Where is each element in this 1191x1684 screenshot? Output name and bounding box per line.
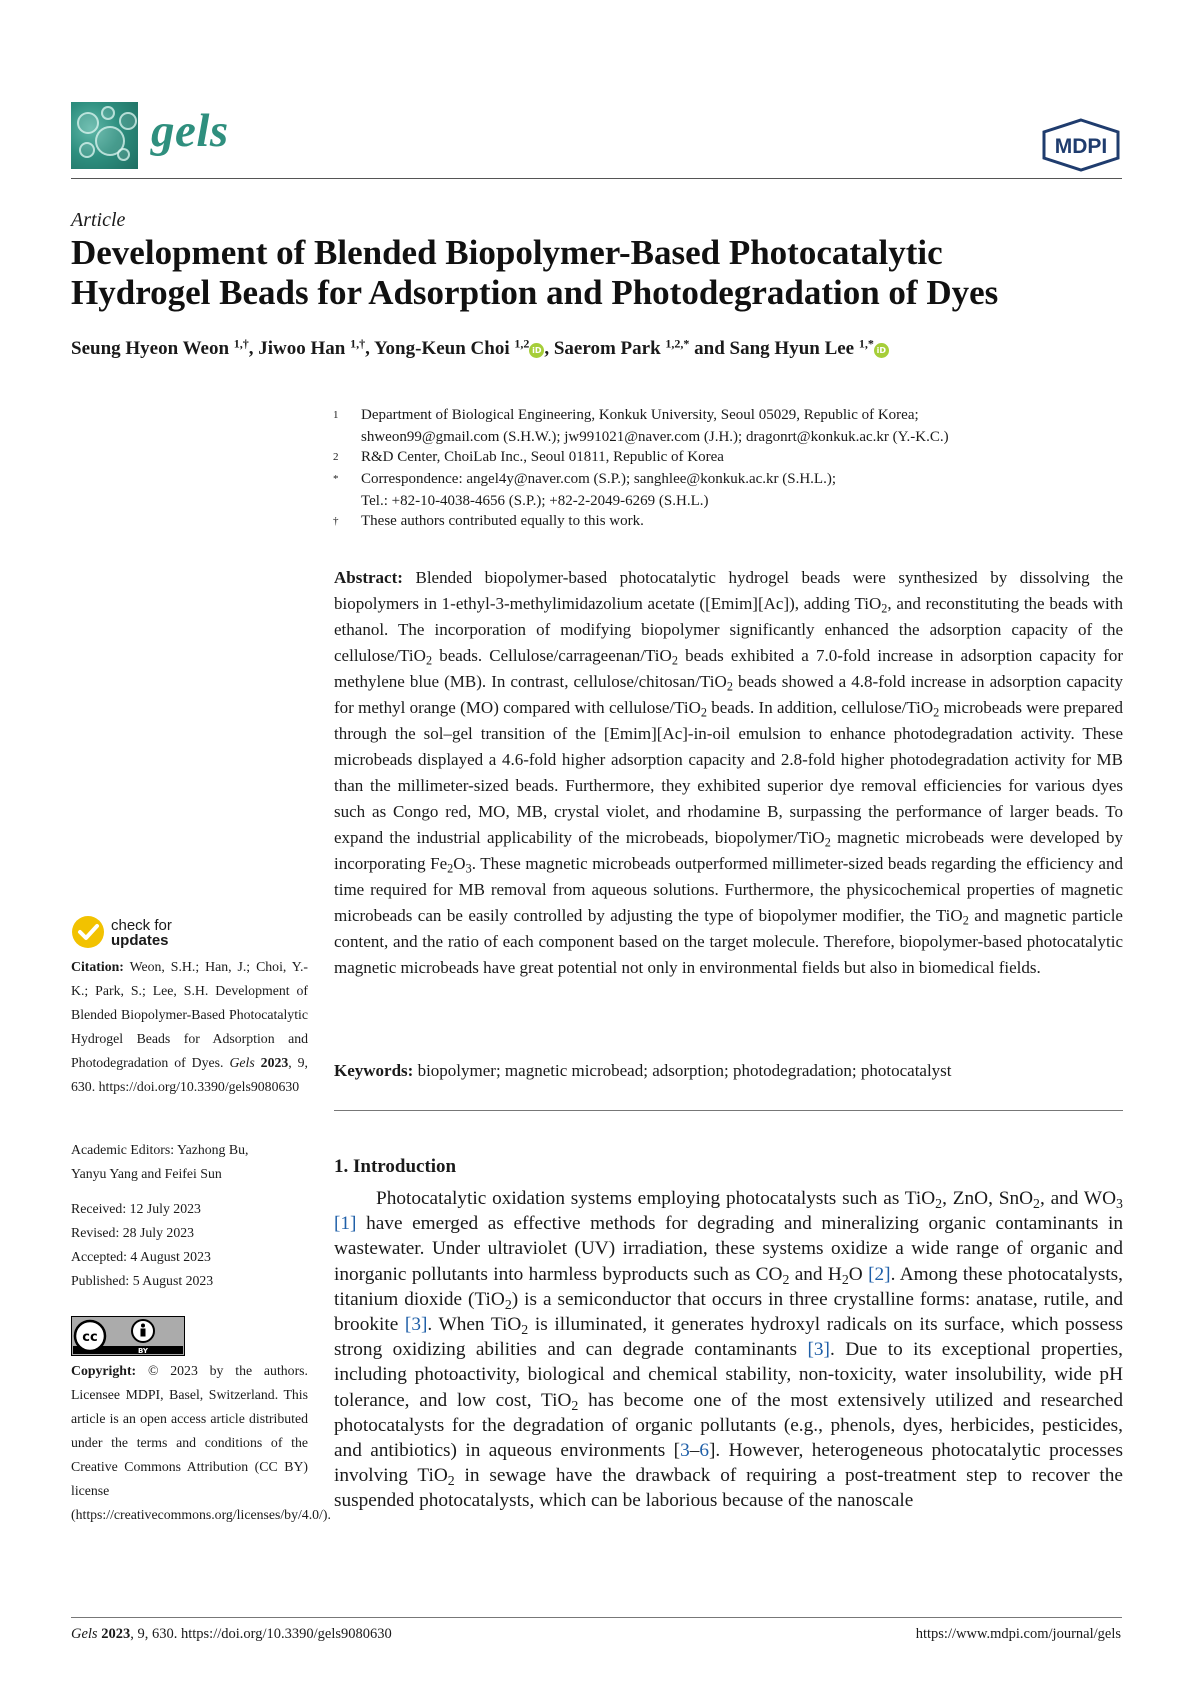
date-line: Accepted: 4 August 2023 [71,1249,211,1264]
affiliation-line: R&D Center, ChoiLab Inc., Seoul 01811, Republic of Korea [361,449,724,465]
abstract-label: Abstract: [334,568,403,587]
header-divider [71,178,1122,179]
affiliation-text [361,447,724,469]
author-affiliation-marks: 1,† [350,336,366,351]
subscript: 2 [700,705,708,720]
subscript: 2 [571,1398,579,1414]
keywords-label: Keywords: [334,1061,414,1080]
subscript: 2 [841,1272,849,1288]
editors-line-2: Yanyu Yang and Feifei Sun [71,1166,222,1181]
citation-text: Weon, S.H.; Han, J.; Choi, Y.-K.; Park, S.; Lee, S.H. Development of Blended Biopolymer-Based Photocatalytic Hydrogel Beads for Adsorption and Photodegradation of Dyes. [71,959,308,1070]
affiliation-mark: † [333,515,339,527]
subscript: 2 [1033,1196,1040,1212]
svg-text:BY: BY [137,1347,149,1355]
reference-link[interactable]: 6 [699,1440,710,1462]
editors-line-1: Academic Editors: Yazhong Bu, [71,1142,249,1157]
journal-name[interactable]: gels [151,105,229,157]
introduction-paragraph: Photocatalytic oxidation systems employing photocatalysts such as TiO$_2$, ZnO, SnO$_2$, and $WO_3$ [1] have emerged as effective methods for degrading and mineralizing organic contaminants in wastewater. Under ultraviolet (UV) irradiation, these systems oxidize a wide range of organic and inorganic pollutants into harmless byproducts such as $CO_2$ and $H_2O$ [2]. Among these photocatalysts, titanium dioxide (TiO$_2$) is a semiconductor that occurs in three crystalline forms: anatase, rutile, and brookite [3]. When TiO$_2$ is illuminated, it generates hydroxyl radicals on its surface, which possess strong oxidizing abilities and can degrade contaminants [3]. Due to its exceptional properties, including photoactivity, biological and chemical stability, non-toxicity, water insolubility, wide pH tolerance, and low cost, TiO$_2$ has become one of the most extensively utilized and researched photocatalysts for the degradation of organic pollutants (e.g., phenols, dyes, herbicides, pesticides, and antibiotics) in aqueous environments [3–6]. However, heterogeneous photocatalytic processes involving TiO$_2$ in sewage have the drawback of requiring a post-treatment step to recover the suspended photocatalysts, which can be laborious because of the nanoscale [334,1188,1124,1512]
copyright-notice [71,1359,331,1527]
author-name[interactable]: Yong-Keun Choi [373,338,515,359]
affiliation-text [361,405,949,448]
academic-editors [71,1138,248,1186]
subscript: 3 [1116,1196,1123,1212]
subscript: 2 [447,861,454,876]
affiliation-mark: * [333,473,339,485]
author-name[interactable]: Sang Hyun Lee [729,338,859,359]
affiliation-line: Correspondence: angel4y@naver.com (S.P.); sanghlee@konkuk.ac.kr (S.H.L.); [361,471,837,487]
title-line-1: Development of Blended Biopolymer-Based Photocatalytic [71,233,943,272]
citation [71,955,308,1099]
affiliation-line: These authors contributed equally to this work. [361,513,644,529]
check-for-updates-label[interactable] [111,918,172,948]
affiliation-text [361,469,836,512]
subscript: 3 [465,861,472,876]
subscript: 2 [933,705,940,720]
reference-link[interactable]: [3] [404,1314,428,1336]
orcid-icon[interactable]: iD [529,343,544,358]
affiliation-mark: 2 [333,451,339,463]
article-type: Article [71,209,126,231]
citation-journal: Gels [229,1055,255,1070]
check-for-updates-icon[interactable] [71,915,105,949]
reference-link[interactable]: [1] [334,1213,357,1235]
affiliation-line: Department of Biological Engineering, Konkuk University, Seoul 05029, Republic of Korea; [361,407,919,423]
affiliation-text [361,511,644,533]
affiliation-line: Tel.: +82-10-4038-4656 (S.P.); +82-2-2049-6269 (S.H.L.) [361,492,709,509]
author-affiliation-marks: 1,2,* [665,336,690,351]
subscript: 2 [504,1297,512,1313]
footer-divider [71,1617,1122,1618]
footer-citation [71,1626,392,1643]
date-line: Revised: 28 July 2023 [71,1225,195,1240]
footer-doi[interactable]: , 9, 630. https://doi.org/10.3390/gels9080630 [130,1626,392,1642]
citation-year: 2023 [254,1055,289,1070]
subscript: 2 [962,913,969,928]
subscript: 2 [671,653,678,668]
title-line-2: Hydrogel Beads for Adsorption and Photodegradation of Dyes [71,273,999,312]
author-affiliation-marks: 1,* [858,336,874,351]
affiliation-line: shweon99@gmail.com (S.H.W.); jw991021@naver.com (J.H.); dragonrt@konkuk.ac.kr (Y.-K.C.) [361,428,949,445]
journal-cover-icon [71,102,138,169]
svg-text:cc: cc [82,1330,98,1345]
abstract-text: Blended biopolymer-based photocatalytic hydrogel beads were synthesized by dissolving the biopolymers in 1-ethyl-3-methylimidazolium acetate ([Emim][Ac]), adding TiO$_2$, and reconstituting the beads with ethanol. The incorporation of modifying biopolymer significantly enhanced the adsorption capacity of the cellulose/TiO$_2$ beads. Cellulose/carrageenan/TiO$_2$ beads exhibited a 7.0-fold increase in adsorption capacity for methylene blue (MB). In contrast, cellulose/chitosan/TiO$_2$ beads showed a 4.8-fold increase in adsorption capacity for methyl orange (MO) compared with cellulose/TiO$_2$ beads. In addition, cellulose/TiO$_2$ microbeads were prepared through the sol–gel transition of the [Emim][Ac]-in-oil emulsion to enhance photodegradation activity. These microbeads displayed a 4.6-fold higher adsorption capacity and 2.8-fold higher photodegradation activity for MB than the millimeter-sized beads. Furthermore, they exhibited superior dye removal efficiencies for various dyes such as Congo red, MO, MB, crystal violet, and rhodamine B, surpassing the performance of larger beads. To expand the industrial applicability of the microbeads, biopolymer/TiO$_2$ magnetic microbeads were developed by incorporating $Fe_2O_3$. These magnetic microbeads outperformed millimeter-sized beads regarding the efficiency and time required for MB removal from aqueous solutions. Furthermore, the physicochemical properties of magnetic microbeads can be easily controlled by adjusting the type of biopolymer modifier, the TiO$_2$ and magnetic particle content, and the ratio of each component based on the target molecule. Therefore, biopolymer-based photocatalytic magnetic microbeads have great potential not only in environmental fields but also in biomedical fields. [334,568,1123,977]
updates-line-1: check for [111,917,172,934]
subscript: 2 [824,835,831,850]
date-line: Published: 5 August 2023 [71,1273,214,1288]
citation-label: Citation: [71,959,124,974]
keywords [334,1058,1123,1084]
mdpi-logo[interactable] [1040,118,1122,172]
footer-journal: Gels [71,1626,98,1642]
subscript: 2 [935,1196,943,1212]
updates-line-2: updates [111,932,169,949]
subscript: 2 [726,679,733,694]
reference-link[interactable]: [2] [868,1263,891,1285]
citation-doi[interactable]: , 9, 630. https://doi.org/10.3390/gels9080630 [71,1055,308,1094]
subscript: 2 [521,1322,529,1338]
section-heading-introduction: 1. Introduction [334,1156,457,1177]
footer-year: 2023 [101,1626,131,1642]
abstract [334,565,1123,981]
subscript: 2 [881,601,888,616]
subscript: 2 [782,1272,790,1288]
section-divider [334,1110,1123,1111]
author-name[interactable]: Jiwoo Han [258,338,351,359]
affiliation-mark: 1 [333,409,339,421]
copyright-text: © 2023 by the authors. Licensee MDPI, Basel, Switzerland. This article is an open access article distributed under the terms and conditions of the Creative Commons Attribution (CC BY) license (https://creativecommons.org/licenses/by/4.0/). [71,1363,331,1522]
date-line: Received: 12 July 2023 [71,1201,201,1216]
article-title [71,233,1131,313]
author-affiliation-marks: 1,† [233,336,249,351]
orcid-icon[interactable]: iD [874,343,889,358]
subscript: 2 [425,653,433,668]
footer-journal-url[interactable]: https://www.mdpi.com/journal/gels [915,1626,1121,1642]
author-name[interactable]: Saerom Park [553,338,666,359]
publisher-name: MDPI [1054,135,1108,158]
article-dates [71,1197,213,1293]
author-list: Seung Hyeon Weon $^{1,\dagger}$, Jiwoo Han $^{1,\dagger}$, Yong-Keun Choi $^{1,2}$iD , Saerom Park $^{1,2,*}$ and Sang Hyun Lee $^{1,*}$iD [71,338,889,360]
keywords-text: biopolymer; magnetic microbead; adsorption; photodegradation; photocatalyst [413,1061,952,1080]
copyright-label: Copyright: [71,1363,137,1378]
author-affiliation-marks: 1,2 [514,336,530,351]
reference-link[interactable]: [3] [807,1339,830,1361]
cc-by-license-icon[interactable] [71,1316,185,1356]
author-name[interactable]: Seung Hyeon Weon [71,338,234,359]
subscript: 2 [447,1474,455,1490]
reference-link[interactable]: 3 [680,1440,690,1462]
